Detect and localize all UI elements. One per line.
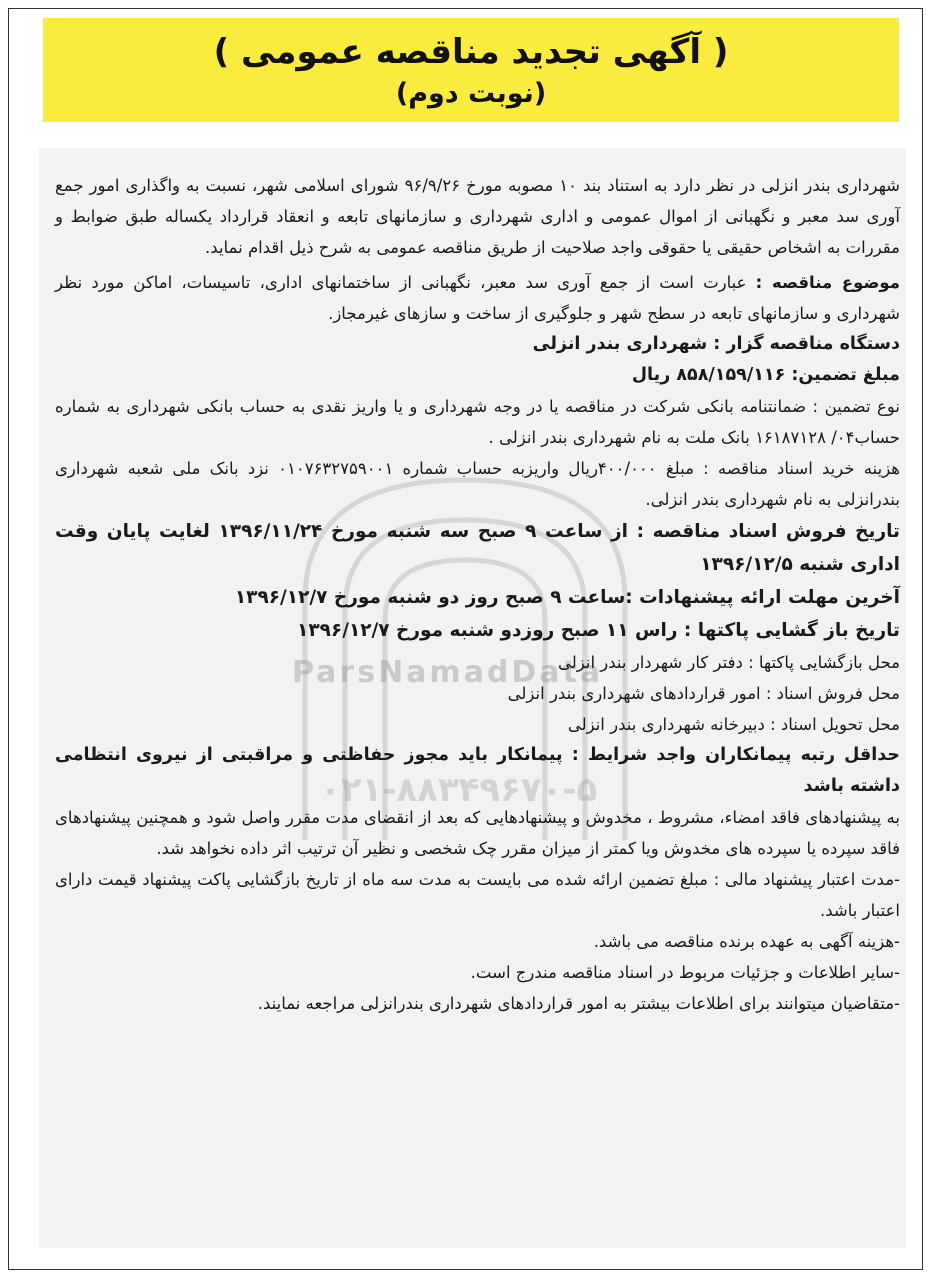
notice-title: ( آگهی تجدید مناقصه عمومی )	[213, 32, 729, 72]
intro-paragraph: شهرداری بندر انزلی در نظر دارد به استناد بند ۱۰ مصوبه مورخ ۹۶/۹/۲۶ شورای اسلامی شهر، نسبت به واگذاری امور جمع آوری سد معبر و نگهبانی از اموال عمومی و اداری شهرداری و سازمانهای تابعه و انعقاد قرارداد یکساله طبق ضوابط و مقررات به اشخاص حقیقی یا حقوقی واجد صلاحیت از طریق مناقصه عمومی به شرح ذیل اقدام نماید.	[55, 176, 901, 257]
other-info-line: -سایر اطلاعات و جزئیات مربوط در اسناد مناقصه مندرج است.	[470, 963, 900, 982]
subject-text: عبارت است از جمع آوری سد معبر، نگهبانی از ساختمانهای اداری، تاسیسات، اماکن مورد نظر شهرداری و سازمانهای تابعه در سطح شهر و جلوگیری از ساخت و سازهای غیرمجاز.	[55, 273, 900, 323]
watermark-brand: ParsNamadData	[292, 655, 604, 690]
watermark-phone: ۰۲۱-۸۸۳۴۹۶۷۰-۵	[320, 770, 598, 810]
deadline-line: آخرین مهلت ارائه پیشنهادات :ساعت ۹ صبح روز دو شنبه مورخ ۱۳۹۶/۱۲/۷	[234, 587, 900, 608]
delivery-place-line: محل تحویل اسناد : دبیرخانه شهرداری بندر انزلی	[567, 715, 900, 734]
subject-label: موضوع مناقصه :	[755, 273, 900, 292]
validity-paragraph: -مدت اعتبار پیشنهاد مالی : مبلغ تضمین ارائه شده می بایست به مدت سه ماه از تاریخ بازگشایی پاکت پیشنهاد قیمت دارای اعتبار باشد.	[55, 870, 900, 920]
guarantee-amount-line: مبلغ تضمین: ۸۵۸/۱۵۹/۱۱۶ ریال	[631, 365, 900, 385]
sale-date-line: تاریخ فروش اسناد مناقصه : از ساعت ۹ صبح سه شنبه مورخ ۱۳۹۶/۱۱/۲۴ لغایت پایان وقت اداری شنبه ۱۳۹۶/۱۲/۵	[55, 521, 900, 575]
contact-line: -متقاضیان میتوانند برای اطلاعات بیشتر به امور قراردادهای شهرداری بندرانزلی مراجعه نمایند.	[257, 994, 900, 1013]
notice-subtitle: (نوبت دوم)	[395, 78, 547, 109]
notice-header	[43, 18, 899, 122]
docs-cost-paragraph: هزینه خرید اسناد مناقصه : مبلغ ۴۰۰/۰۰۰ریال واریزبه حساب شماره ۰۱۰۷۶۳۲۷۵۹۰۰۱ نزد بانک ملی شعبه شهرداری بندرانزلی به نام شهرداری بندر انزلی.	[55, 459, 900, 509]
opening-place-line: محل بازگشایی پاکتها : دفتر کار شهردار بندر انزلی	[558, 653, 900, 672]
opening-date-line: تاریخ باز گشایی پاکتها : راس ۱۱ صبح روزدو شنبه مورخ ۱۳۹۶/۱۲/۷	[297, 620, 900, 641]
min-rank-line: حداقل رتبه پیمانکاران واجد شرایط : پیمانکار باید مجوز حفاظتی و مراقبتی از نیروی انتظامی داشته باشد	[55, 745, 900, 796]
subject-paragraph	[55, 267, 900, 329]
ad-cost-line: -هزینه آگهی به عهده برنده مناقصه می باشد.	[593, 932, 900, 951]
guarantee-type-paragraph: نوع تضمین : ضمانتنامه بانکی شرکت در مناقصه یا در وجه شهرداری و یا واریز نقدی به حساب بانکی شهرداری به شماره حساب۰۴/ ۱۶۱۸۷۱۲۸ بانک ملت به نام شهرداری بندر انزلی .	[55, 397, 900, 447]
notice-content	[55, 170, 900, 1019]
organizer-line: دستگاه مناقصه گزار : شهرداری بندر انزلی	[532, 334, 900, 354]
sale-place-line: محل فروش اسناد : امور قراردادهای شهرداری بندر انزلی	[507, 684, 900, 703]
invalid-bids-paragraph: به پیشنهادهای فاقد امضاء، مشروط ، مخدوش و پیشنهادهایی که بعد از انقضای مدت مقرر واصل شود و همچنین پیشنهادهای فاقد سپرده یا سپرده های مخدوش ویا کمتر از میزان مقرر چک شخصی و نظیر آن ترتیب اثر داده نخواهد شد.	[55, 808, 900, 858]
